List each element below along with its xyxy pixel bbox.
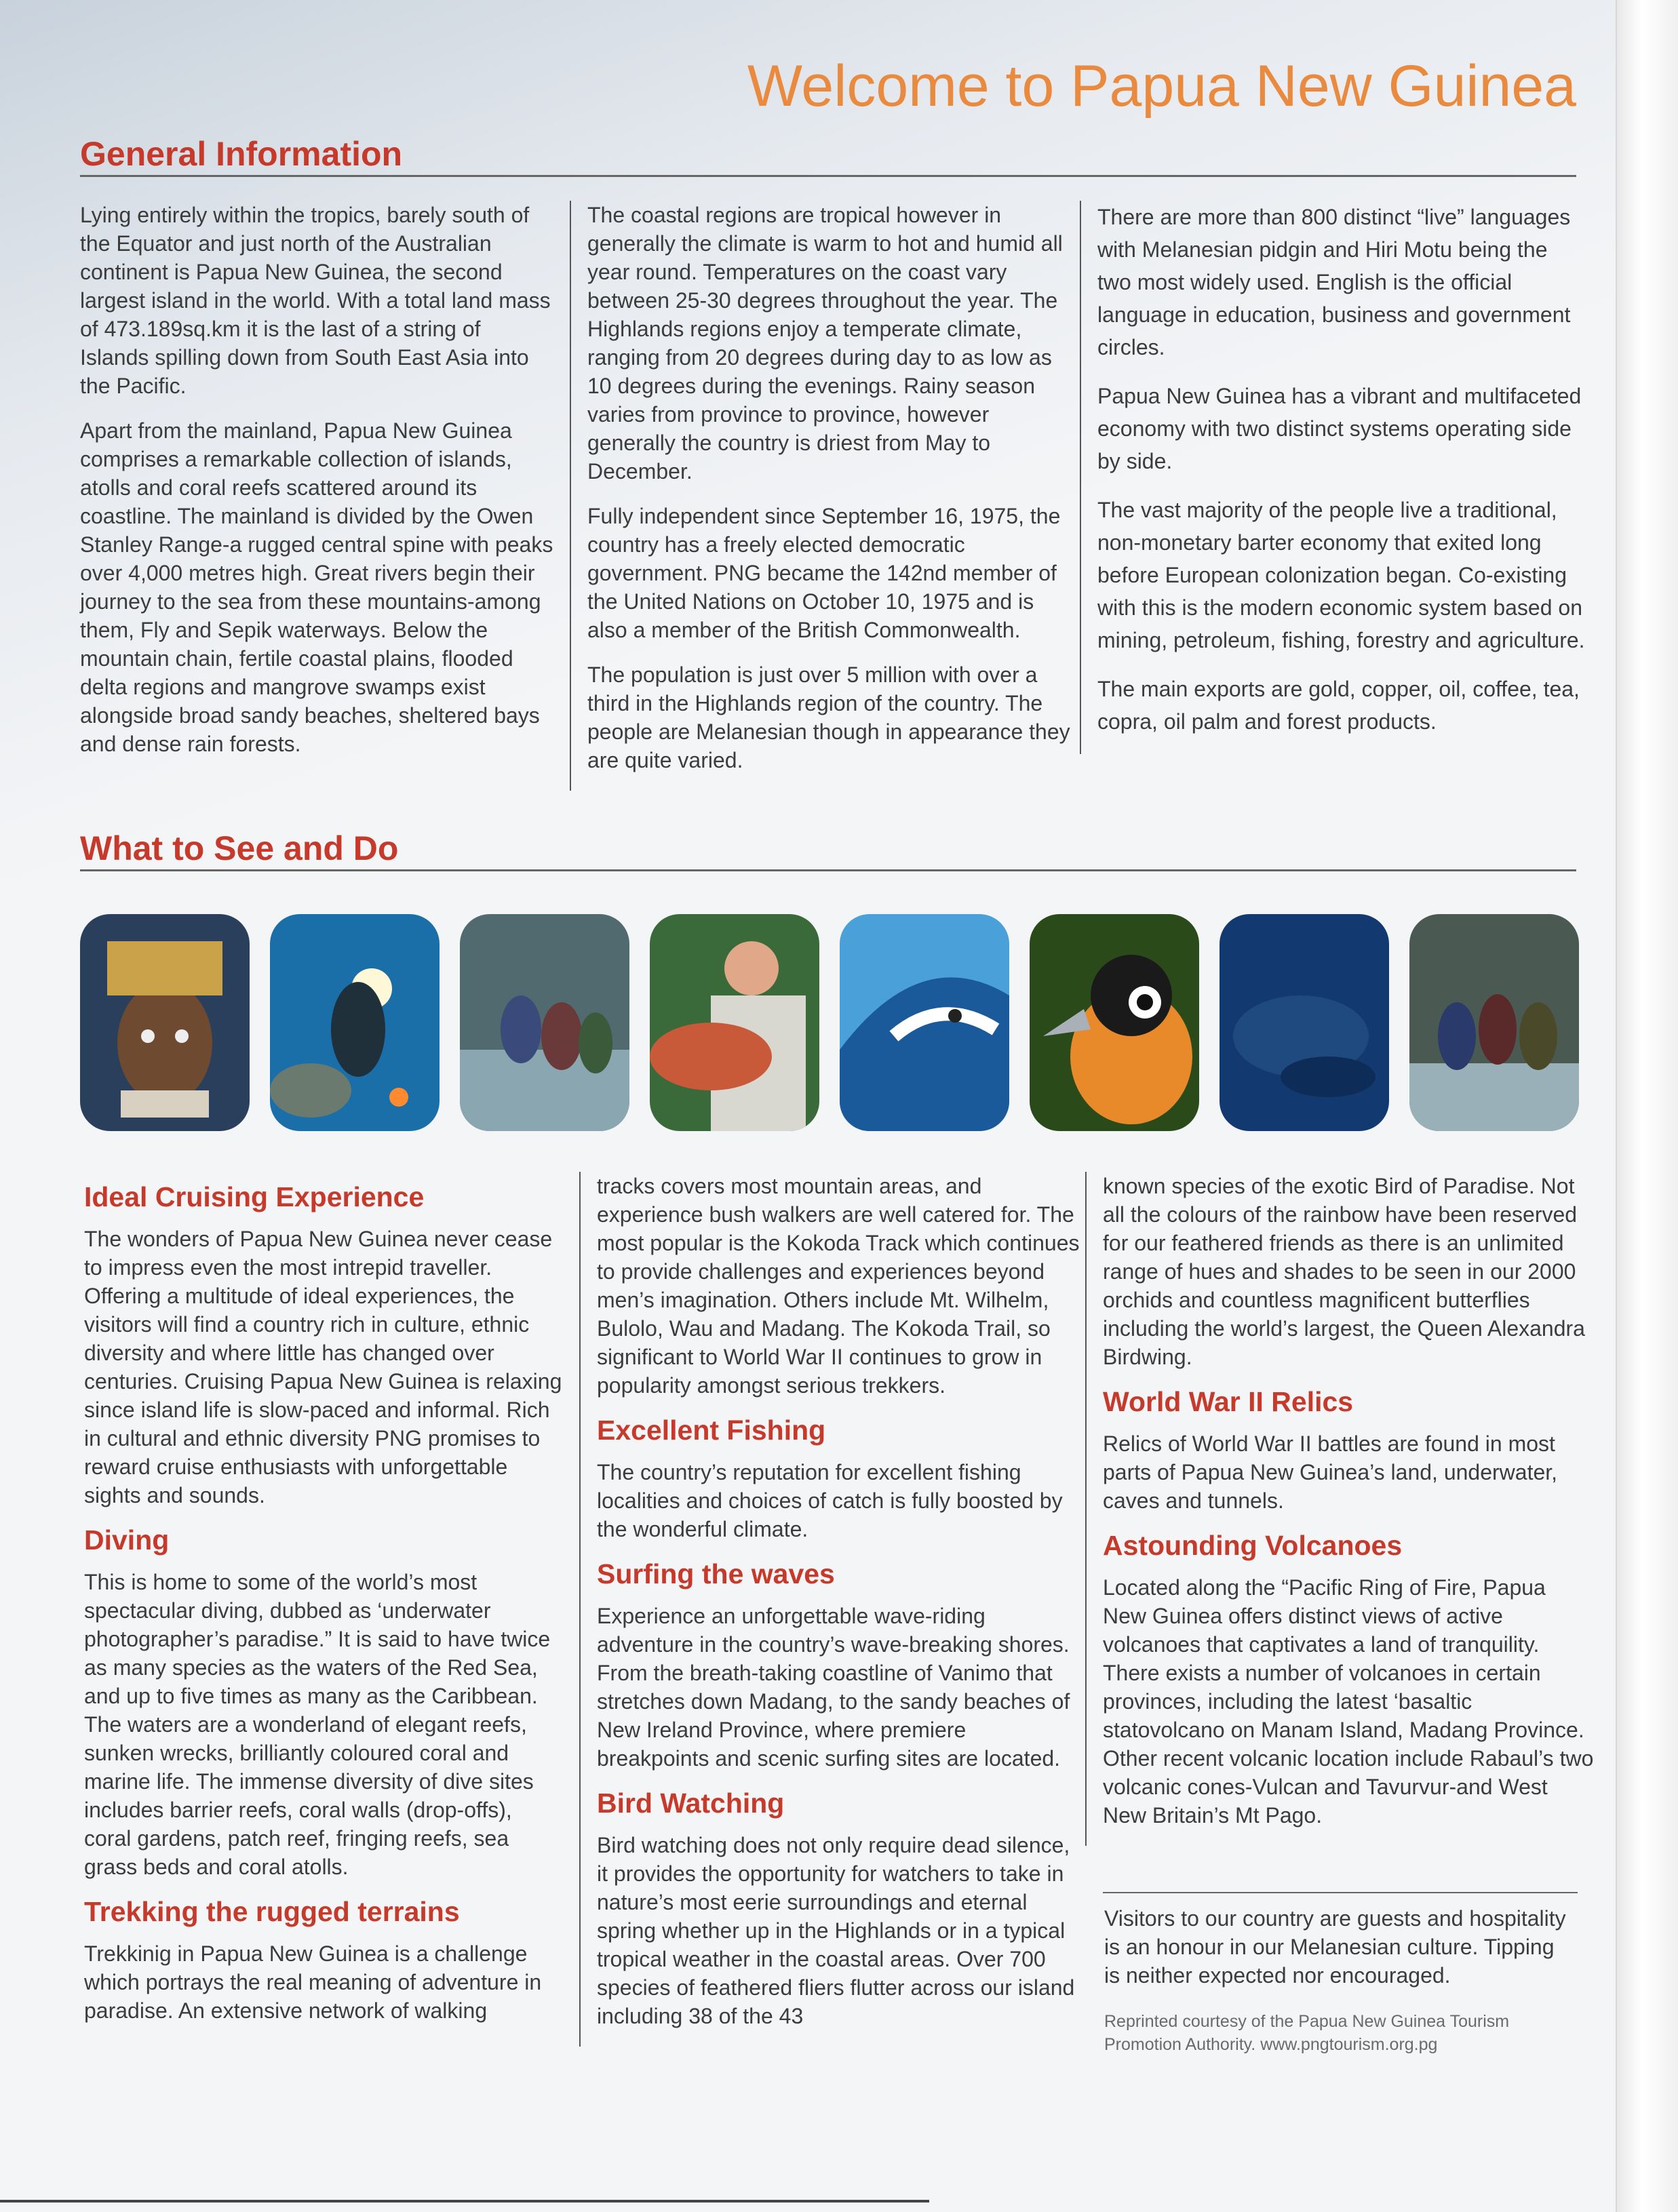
diving-heading: Diving: [84, 1524, 170, 1556]
see-and-do-heading: What to See and Do: [80, 829, 399, 867]
general-paragraph: The vast majority of the people live a traditional, non-monetary barter economy that exited long before European colonization began. Co-existing with this is the modern economic system based on mining, petroleum, fishing, forestry and agriculture.: [1097, 498, 1585, 652]
general-information-rule: [80, 175, 1576, 177]
photo-strip: [80, 914, 1576, 1134]
surfing-heading: Surfing the waves: [597, 1558, 835, 1589]
visitor-note-text: Visitors to our country are guests and hospitality is an honour in our Melanesian culture. Tipping is neither expected nor encouraged.: [1104, 1906, 1566, 1988]
general-information-heading: General Information: [80, 135, 403, 173]
bird-watching-text-continued: known species of the exotic Bird of Paradise. Not all the colours of the rainbow have been reserved for our feathered friends as there is an unlimited range of hues and shades to be seen in our 2000 orchids and countless magnificent butterflies including the world’s largest, the Queen Alexandra Birdwing.: [1103, 1174, 1585, 1369]
trekking-heading: Trekking the rugged terrains: [84, 1896, 460, 1927]
see-do-column-3: [1085, 1172, 1594, 1846]
general-paragraph: The coastal regions are tropical however in generally the climate is warm to hot and humid all year round. Temperatures on the coast vary between 25-30 degrees throughout the year. The Highlands regions enjoy a temperate climate, ranging from 20 degrees during day to as low as 10 degrees during the evenings. Rainy season varies from province to province, however generally the country is driest from May to December.: [587, 203, 1063, 483]
trekkers-crossing-photo: [1409, 914, 1579, 1131]
cruising-text: The wonders of Papua New Guinea never cease to impress even the most intrepid traveller. Offering a multitude of ideal experiences, the visitors will find a country rich in culture, ethnic diversity and where little has changed over centuries. Cruising Papua New Guinea is relaxing since island life is slow-paced and informal. Rich in cultural and ethnic diversity PNG promises to reward cruise enthusiasts with unforgettable sights and sounds.: [84, 1227, 562, 1507]
volcanoes-heading: Astounding Volcanoes: [1103, 1530, 1403, 1561]
general-paragraph: Lying entirely within the tropics, barely south of the Equator and just north of the Australian continent is Papua New Guinea, the second largest island in the world. With a total land mass of 473.189sq.km it is the last of a string of Islands spilling down from South East Asia into the Pacific.: [80, 203, 551, 398]
general-paragraph: Fully independent since September 16, 1975, the country has a freely elected democratic government. PNG became the 142nd member of the United Nations on October 10, 1975 and is also a member of the British Commonwealth.: [587, 504, 1061, 642]
trekking-text-continued: tracks covers most mountain areas, and experience bush walkers are well catered for. The most popular is the Kokoda Track which continues to provide challenges and experiences beyond men’s imagination. Others include Mt. Wilhelm, Bulolo, Wau and Madang. The Kokoda Trail, so significant to World War II continues to grow in popularity amongst serious trekkers.: [597, 1174, 1080, 1398]
footer-rule: [0, 2200, 929, 2203]
surfer-wave-photo: [840, 914, 1009, 1131]
tropical-bird-photo: [1030, 914, 1199, 1131]
fisherman-with-catch-photo: [650, 914, 819, 1131]
volcanoes-text: Located along the “Pacific Ring of Fire, Papua New Guinea offers distinct views of active volcanoes that captivates a land of tranquility. There exists a number of volcanoes in certain provinces, including the latest ‘basaltic statovolcano on Manam Island, Madang Province. Other recent volcanic location include Rabaul’s two volcanic cones-Vulcan and Tavurvur-and West New Britain’s Mt Pago.: [1103, 1575, 1594, 1828]
wwii-relics-heading: World War II Relics: [1103, 1386, 1354, 1417]
river-trekkers-photo: [460, 914, 629, 1131]
general-paragraph: There are more than 800 distinct “live” languages with Melanesian pidgin and Hiri Motu being the two most widely used. English is the official language in education, business and government circles.: [1097, 205, 1571, 359]
diving-text: This is home to some of the world’s most spectacular diving, dubbed as ‘underwater photographer’s paradise.” It is said to have twice as many species as the waters of the Red Sea, and up to five times as many as the Caribbean. The waters are a wonderland of elegant reefs, sunken wrecks, brilliantly coloured coral and marine life. The immense diversity of dive sites includes barrier reefs, coral walls (drop-offs), coral gardens, patch reef, fringing reefs, sea grass beds and coral atolls.: [84, 1570, 551, 1879]
see-do-column-1: [84, 1177, 563, 2041]
visitor-note-rule: [1103, 1892, 1578, 1893]
bird-watching-text: Bird watching does not only require dead silence, it provides the opportunity for watchers to take in nature’s most eerie surroundings and eternal spring whether up in the Highlands or in a typical tropical weather in the coastal areas. Over 700 species of feathered fliers flutter across our island including 38 of the 43: [597, 1833, 1075, 2028]
general-column-1: [80, 201, 555, 774]
wwii-relics-text: Relics of World War II battles are found in most parts of Papua New Guinea’s land, underwater, caves and tunnels.: [1103, 1431, 1558, 1513]
underwater-reef-photo: [1220, 914, 1389, 1131]
surfing-text: Experience an unforgettable wave-riding adventure in the country’s wave-breaking shores. From the breath-taking coastline of Vanimo that stretches down Madang, to the sandy beaches of New Ireland Province, where premiere breakpoints and scenic surfing sites are located.: [597, 1604, 1070, 1771]
general-column-2: [570, 201, 1073, 791]
general-paragraph: The population is just over 5 million with over a third in the Highlands region of the country. The people are Melanesian though in appearance they are quite varied.: [587, 663, 1070, 772]
see-and-do-rule: [80, 869, 1576, 871]
fishing-text: The country’s reputation for excellent fishing localities and choices of catch is fully boosted by the wonderful climate.: [597, 1460, 1063, 1541]
page-title: Welcome to Papua New Guinea: [747, 54, 1576, 119]
highlander-portrait-photo: [80, 914, 250, 1131]
reprint-credit: Reprinted courtesy of the Papua New Guinea Tourism Promotion Authority. www.pngtourism.org.pg: [1104, 2012, 1510, 2054]
general-paragraph: The main exports are gold, copper, oil, coffee, tea, copra, oil palm and forest products.: [1097, 677, 1580, 734]
cruising-heading: Ideal Cruising Experience: [84, 1181, 425, 1212]
fishing-heading: Excellent Fishing: [597, 1415, 826, 1446]
page-binding-edge: [1616, 0, 1678, 2212]
see-do-column-2: [579, 1172, 1082, 2047]
visitor-note: [1104, 1904, 1572, 2076]
scuba-diver-photo: [270, 914, 440, 1131]
general-column-3: [1080, 201, 1586, 754]
trekking-text: Trekkinig in Papua New Guinea is a challenge which portrays the real meaning of adventure in paradise. An extensive network of walking: [84, 1941, 542, 2023]
bird-watching-heading: Bird Watching: [597, 1788, 785, 1819]
general-paragraph: Apart from the mainland, Papua New Guinea comprises a remarkable collection of islands, atolls and coral reefs scattered around its coastline. The mainland is divided by the Owen Stanley Range-a rugged central spine with peaks over 4,000 metres high. Great rivers begin their journey to the sea from these mountains-among them, Fly and Sepik waterways. Below the mountain chain, fertile coastal plains, flooded delta regions and mangrove swamps exist alongside broad sandy beaches, sheltered bays and dense rain forests.: [80, 418, 553, 756]
general-paragraph: Papua New Guinea has a vibrant and multifaceted economy with two distinct systems operating side by side.: [1097, 384, 1582, 473]
